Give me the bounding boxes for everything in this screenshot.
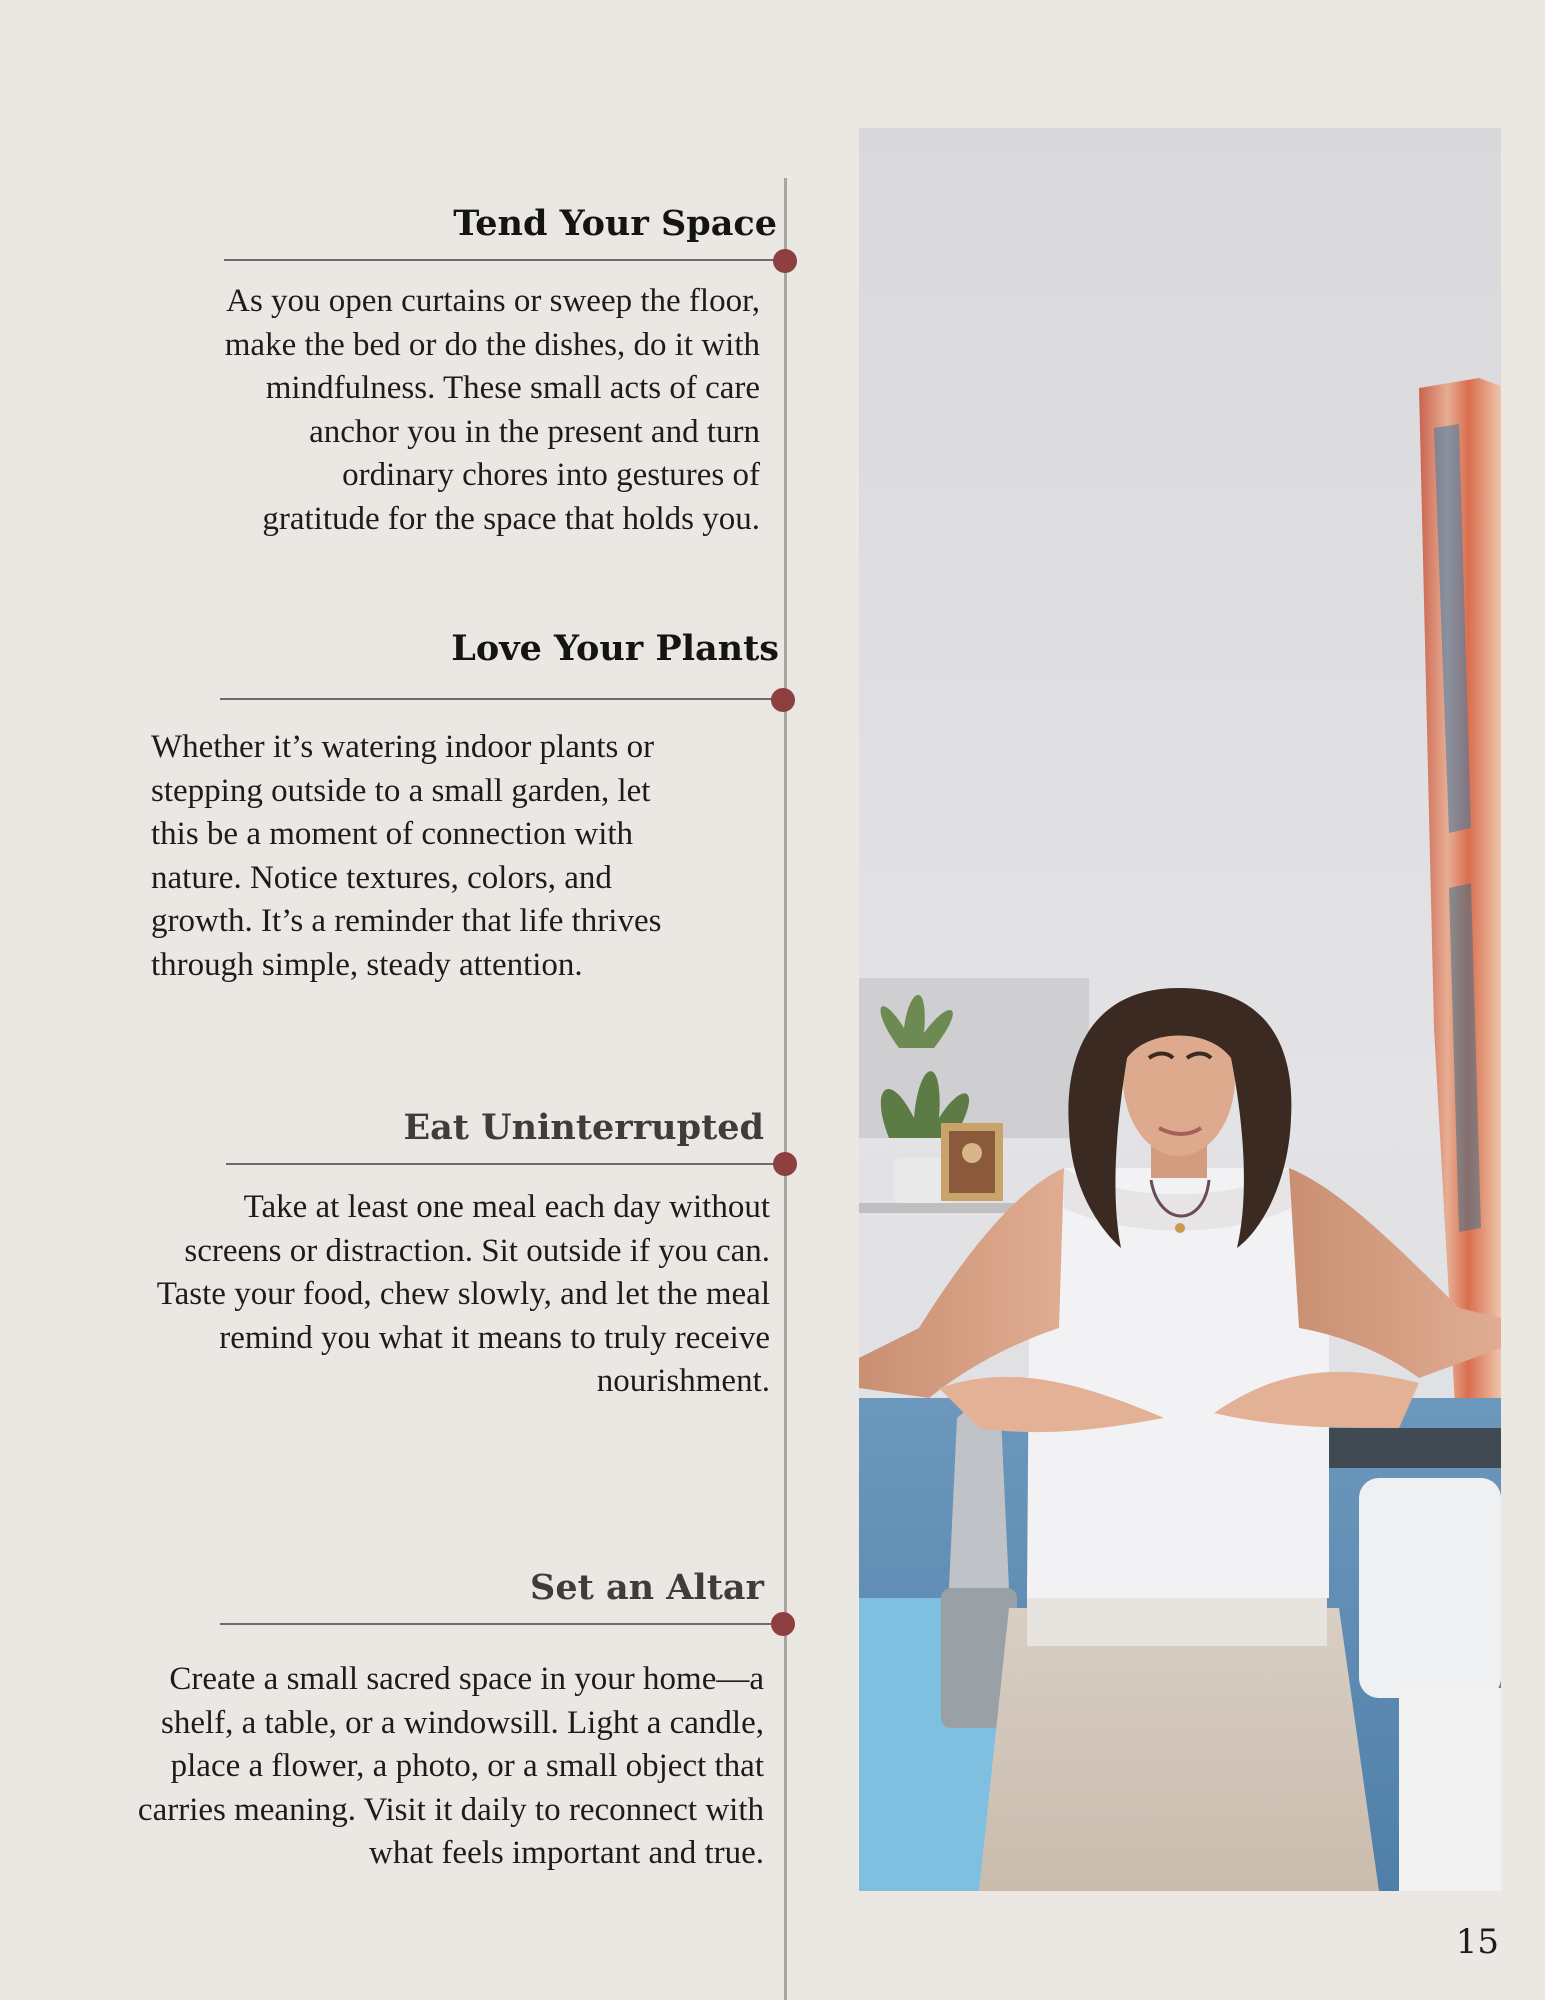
body-line: remind you what it means to truly receive [219, 1319, 770, 1356]
body-line: Taste your food, chew slowly, and let the meal [156, 1276, 770, 1312]
body-line: growth. It’s a reminder that life thrives [151, 903, 662, 939]
section-rule [224, 259, 784, 261]
woman-breathing-photo [859, 128, 1501, 1891]
timeline-dot [771, 688, 795, 712]
body-line: screens or distraction. Sit outside if you can. [184, 1232, 770, 1269]
section-body [225, 280, 760, 541]
body-line: this be a moment of connection with [151, 816, 634, 852]
section-body [138, 1658, 764, 1876]
section-heading: Eat Uninterrupted [403, 1107, 764, 1148]
body-line: gratitude for the space that holds you. [262, 500, 760, 537]
section-body [157, 1186, 770, 1404]
section-heading: Tend Your Space [453, 203, 777, 244]
page-number: 15 [1455, 1922, 1499, 1962]
section-heading: Love Your Plants [451, 628, 779, 669]
body-line: nature. Notice textures, colors, and [151, 859, 612, 896]
body-line: make the bed or do the dishes, do it with [224, 326, 760, 363]
section-rule [220, 1623, 784, 1625]
section-rule [220, 698, 784, 700]
body-line: Take at least one meal each day without [243, 1189, 770, 1225]
section-rule [226, 1163, 784, 1165]
body-line: As you open curtains or sweep the floor, [226, 283, 760, 319]
body-line: carries meaning. Visit it daily to reconnect with [137, 1791, 764, 1828]
section-heading: Set an Altar [530, 1567, 764, 1608]
body-line: nourishment. [596, 1363, 770, 1399]
body-line: Whether it’s watering indoor plants or [151, 729, 655, 765]
body-line: ordinary chores into gestures of [342, 457, 760, 493]
body-line: Create a small sacred space in your home—a [169, 1661, 764, 1697]
body-line: stepping outside to a small garden, let [151, 772, 651, 809]
body-line: anchor you in the present and turn [309, 413, 760, 450]
body-line: mindfulness. These small acts of care [265, 370, 760, 406]
body-line: place a flower, a photo, or a small object that [170, 1748, 764, 1784]
timeline-dot [773, 249, 797, 273]
timeline-line [784, 178, 787, 2000]
body-line: through simple, steady attention. [151, 946, 583, 983]
section-body [151, 726, 661, 987]
body-line: shelf, a table, or a windowsill. Light a candle, [161, 1704, 764, 1741]
timeline-dot [773, 1152, 797, 1176]
timeline-dot [771, 1612, 795, 1636]
body-line: what feels important and true. [369, 1835, 764, 1871]
